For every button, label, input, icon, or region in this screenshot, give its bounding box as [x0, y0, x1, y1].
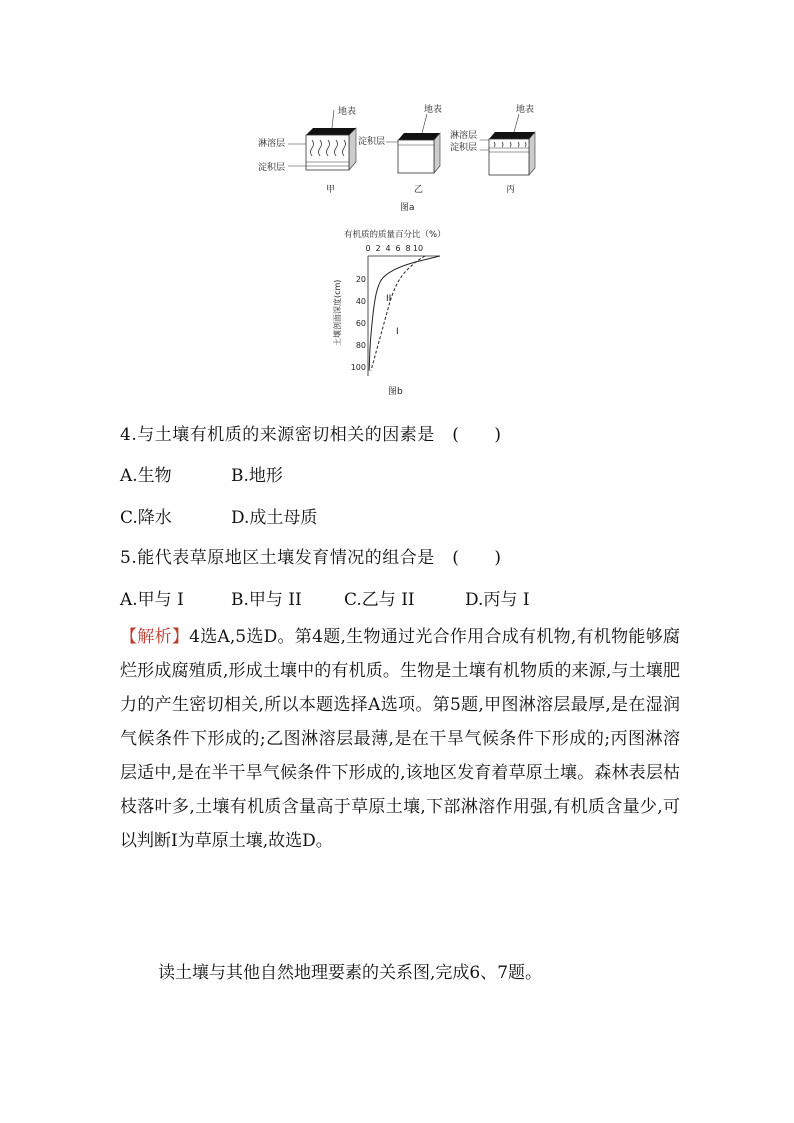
jia-deposit-label: 淀积层 [258, 163, 286, 173]
yi-deposit-label: 淀积层 [358, 137, 386, 147]
yi-surface-label: 地表 [424, 105, 443, 115]
y-tick: 100 [350, 363, 366, 372]
y-tick: 40 [355, 297, 366, 306]
jia-leaching-label: 淋溶层 [258, 139, 286, 149]
q5-option-d[interactable]: D.丙与 I [465, 590, 530, 610]
y-tick: 20 [355, 275, 366, 284]
jia-block-label: 甲 [326, 185, 336, 195]
question-5-stem: 5.能代表草原地区土壤发育情况的组合是 ( ) [120, 548, 502, 568]
chart-title: 有机质的质量百分比（%） [344, 230, 446, 240]
jia-surface-label: 地表 [338, 107, 357, 117]
analysis-tag: 【解析】 [120, 627, 190, 647]
y-tick-labels [351, 275, 366, 372]
y-tick: 60 [355, 319, 366, 328]
x-tick: 4 [385, 244, 391, 253]
bing-deposit-label: 淀积层 [450, 143, 478, 153]
bing-surface-label: 地表 [516, 105, 535, 115]
yi-block-label: 乙 [414, 185, 424, 195]
figure-b-organic-matter-chart [330, 226, 470, 398]
q5-option-c[interactable]: C.乙与 II [344, 590, 415, 610]
curve-I [371, 256, 425, 371]
y-axis-label: 土壤剖面深度(cm) [333, 279, 342, 346]
q4-option-b[interactable]: B.地形 [231, 466, 283, 486]
figure-a-soil-profiles [244, 100, 554, 218]
profile-yi [358, 103, 442, 195]
x-tick: 8 [405, 244, 411, 253]
q4-option-c[interactable]: C.降水 [120, 508, 172, 528]
analysis-block [120, 620, 680, 858]
x-tick: 0 [365, 244, 371, 253]
x-tick: 6 [395, 244, 401, 253]
figure-a-caption: 图a [400, 203, 415, 213]
figure-b-caption: 图b [388, 387, 403, 397]
next-section-statement: 读土壤与其他自然地理要素的关系图,完成6、7题。 [158, 963, 543, 983]
analysis-text: 4选A,5选D。第4题,生物通过光合作用合成有机物,有机物能够腐烂形成腐殖质,形成土壤中的有机质。生物是土壤有机物质的来源,与土壤肥力的产生密切相关,所以本题选择A选项。第5题,甲图淋溶层最厚,是在湿润气候条件下形成的;乙图淋溶层最薄,是在干旱气候条件下形成的;丙图淋溶层适中,是在半干旱气候条件下形成的,该地区发育着草原土壤。森林表层枯枝落叶多,土壤有机质含量高于草原土壤,下部淋溶作用强,有机质含量少,可以判断I为草原土壤,故选D。 [120, 627, 681, 851]
profile-bing [450, 103, 535, 195]
curve-I-label: I [396, 327, 399, 337]
question-4-stem: 4.与土壤有机质的来源密切相关的因素是 ( ) [120, 425, 502, 445]
q5-option-a[interactable]: A.甲与 I [120, 590, 184, 610]
profile-jia [258, 105, 356, 195]
x-tick: 2 [375, 244, 381, 253]
bing-block-label: 丙 [506, 185, 516, 195]
q4-option-d[interactable]: D.成土母质 [231, 508, 318, 528]
curve-II-label: II [386, 294, 392, 304]
q5-option-b[interactable]: B.甲与 II [231, 590, 302, 610]
bing-leaching-label: 淋溶层 [450, 131, 478, 141]
q4-option-a[interactable]: A.生物 [120, 466, 172, 486]
y-tick: 80 [355, 341, 366, 350]
x-tick-labels [365, 244, 423, 253]
x-tick: 10 [412, 244, 424, 253]
